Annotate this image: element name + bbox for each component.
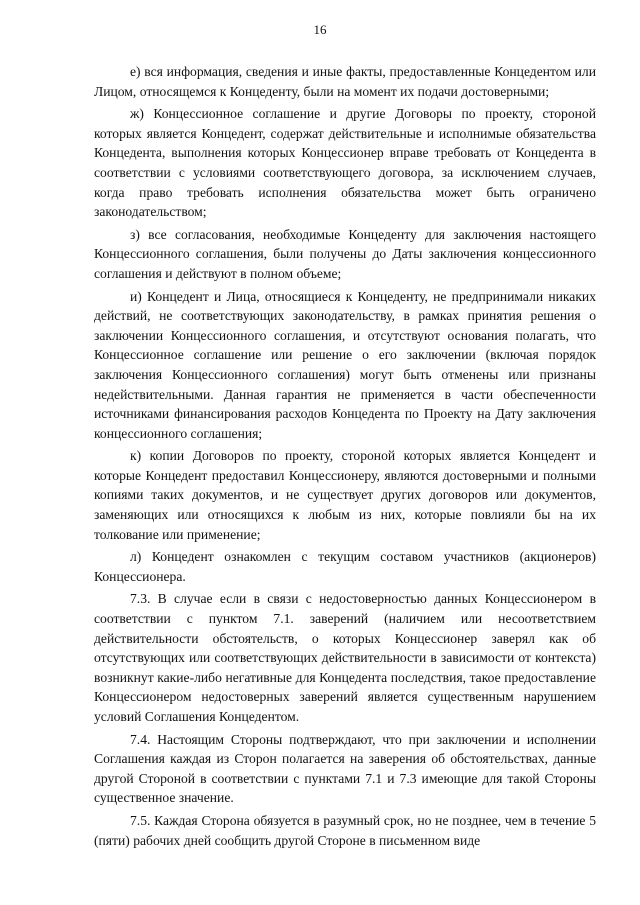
paragraph-l: л) Концедент ознакомлен с текущим составом участников (акционеров) Концессионера. — [94, 549, 596, 584]
clause-7-3: 7.3. В случае если в связи с недостоверностью данных Концессионером в соответствии с пунктом 7.1. заверений (наличием или несоответствием действительности обстоятельств, о которых Концессионер заверял как об отсутствующих или соответствующих действительности в зависимости от контекста) возникнут какие-либо негативные для Концедента последствия, такое предоставление Концессионером недостоверных заверений является существенным нарушением условий Соглашения Концедентом. — [94, 591, 596, 724]
clause-7-5: 7.5. Каждая Сторона обязуется в разумный срок, но не позднее, чем в течение 5 (пяти) рабочих дней сообщить другой Стороне в письменном виде — [94, 812, 596, 848]
paragraph-i: и) Концедент и Лица, относящиеся к Концеденту, не предпринимали никаких действий, не соответствующих законодательству, в рамках принятия решения о заключении Концессионного соглашения, и отсутствуют основания полагать, что Концессионное соглашение или решение о его заключении (включая порядок заключения Концессионного соглашения) могут быть отменены или признаны недействительными. Данная гарантия не применяется в части обеспеченности источниками финансирования расходов Концедента по Проекту на Дату заключения концессионного соглашения; — [94, 288, 596, 441]
page-number: 16 — [313, 22, 327, 37]
paragraph-zh: ж) Концессионное соглашение и другие Договоры по проекту, стороной которых является Концедент, содержат действительные и исполнимые обязательства Концедента, выполнения которых Концессионер вправе требовать от Концедента в соответствии с условиями соответствующего договора, за исключением случаев, когда право требовать исполнения обязательства может быть ограничено законодательством; — [94, 106, 596, 220]
paragraph-e: е) вся информация, сведения и иные факты, предоставленные Концедентом или Лицом, относящемся к Концеденту, были на момент их подачи достоверными; — [94, 64, 596, 99]
document-body — [94, 62, 596, 853]
paragraph-z: з) все согласования, необходимые Концеденту для заключения настоящего Концессионного соглашения, были получены до Даты заключения концессионного соглашения и действуют в полном объеме; — [94, 226, 596, 281]
paragraph-k: к) копии Договоров по проекту, стороной которых является Концедент и которые Концедент предоставил Концессионеру, являются достоверными и полными копиями таких документов, и не существует других договоров или документов, заменяющих или относящихся к любым из них, которые повлияли бы на их толкование или применение; — [94, 448, 596, 542]
clause-7-4: 7.4. Настоящим Стороны подтверждают, что при заключении и исполнении Соглашения каждая из Сторон полагается на заверения об обстоятельствах, данные другой Стороной в соответствии с пунктами 7.1 и 7.3 имеющие для такой Стороны существенное значение. — [94, 731, 596, 806]
